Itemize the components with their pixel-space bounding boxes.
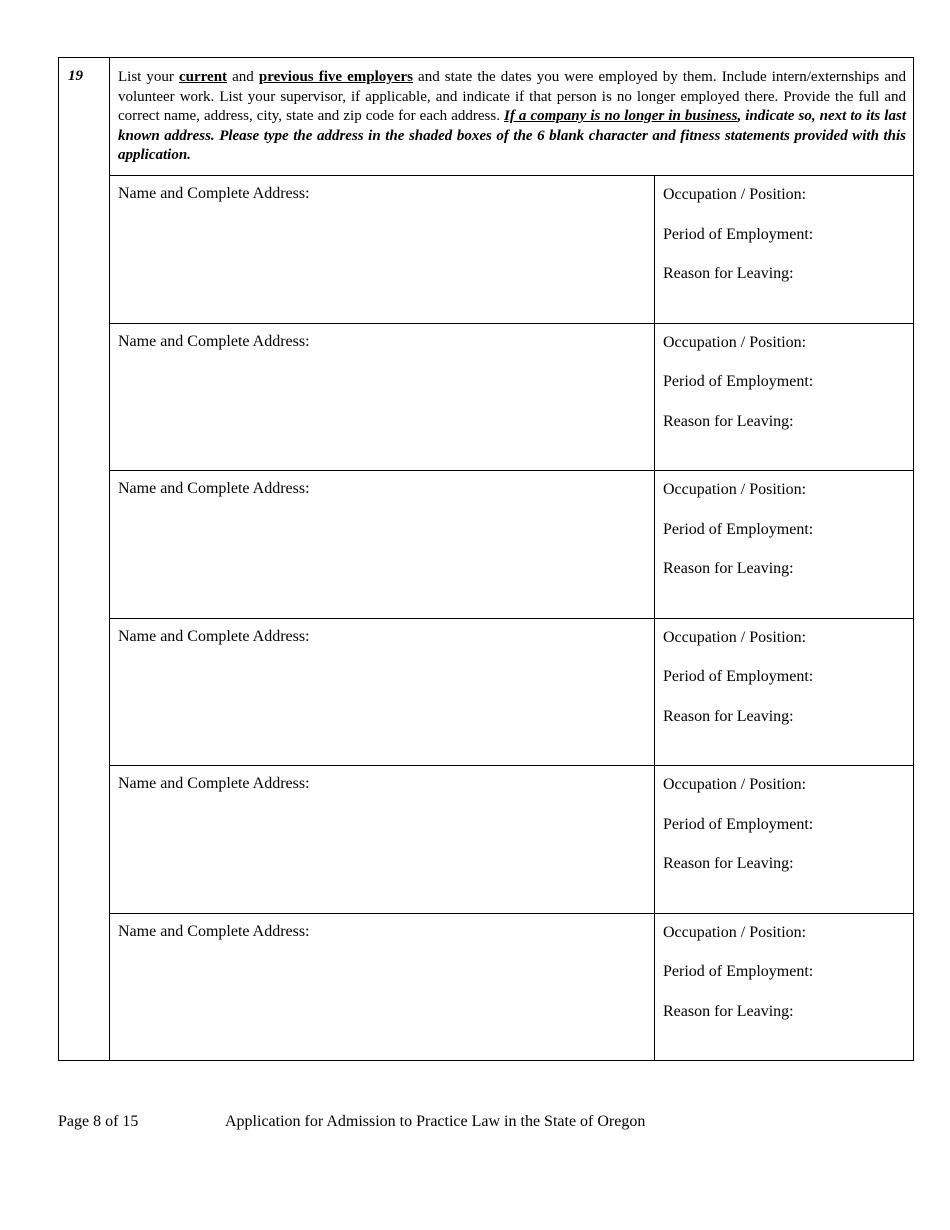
occupation-label: Occupation / Position: — [663, 776, 807, 793]
address-field[interactable] — [110, 471, 655, 618]
address-label: Name and Complete Address: — [118, 627, 310, 645]
period-label: Period of Employment: — [663, 225, 814, 243]
occupation-label: Occupation / Position: — [663, 186, 807, 203]
employer-row — [110, 766, 913, 914]
instruction-previous-emphasis: previous five employers — [258, 69, 413, 85]
period-label: Period of Employment: — [663, 963, 814, 980]
period-label: Period of Employment: — [663, 815, 814, 833]
reason-label: Reason for Leaving: — [663, 265, 794, 282]
address-field[interactable] — [110, 324, 655, 471]
instruction-text: and state the dates you were employed by them. Include intern/externships and volunteer work. List your supervisor, if applicable, and indicate if that person is no longer employed there. Provide the full and correct name, address, city, state and zip code for each address. — [118, 69, 906, 125]
reason-label: Reason for Leaving: — [663, 855, 794, 872]
document-title: Application for Admission to Practice Law in the State of Oregon — [225, 1113, 646, 1130]
instruction-current-emphasis: current — [179, 69, 228, 85]
address-label: Name and Complete Address: — [118, 775, 310, 792]
occupation-label: Occupation / Position: — [663, 628, 807, 646]
employment-details[interactable] — [655, 471, 913, 618]
employer-row — [110, 471, 913, 619]
address-field[interactable] — [110, 176, 655, 323]
employer-row — [110, 324, 913, 472]
occupation-label: Occupation / Position: — [663, 333, 807, 351]
instruction-shaded-boxes-note: , indicate so, next to its last known address. Please type the address in the shaded boxes of the 6 blank character and fitness statements provided with this application. — [118, 108, 906, 164]
occupation-label: Occupation / Position: — [663, 923, 807, 941]
employment-history-table — [58, 57, 914, 1061]
address-field[interactable] — [110, 766, 655, 913]
instruction-text: and — [227, 69, 259, 85]
employment-details[interactable] — [655, 176, 913, 323]
employer-rows — [110, 176, 913, 1061]
employment-details[interactable] — [655, 766, 913, 913]
address-field[interactable] — [110, 914, 655, 1062]
reason-label: Reason for Leaving: — [663, 707, 794, 725]
employer-row — [110, 176, 913, 324]
address-label: Name and Complete Address: — [118, 922, 310, 940]
instruction-company-note: If a company is no longer in business — [504, 108, 738, 125]
employment-details[interactable] — [655, 619, 913, 766]
instruction-text: List your — [118, 69, 180, 85]
question-instructions — [110, 58, 913, 176]
reason-label: Reason for Leaving: — [663, 412, 794, 430]
reason-label: Reason for Leaving: — [663, 560, 794, 577]
page-number: Page 8 of 15 — [58, 1113, 139, 1130]
address-label: Name and Complete Address: — [118, 332, 310, 350]
employer-row — [110, 619, 913, 767]
employer-row — [110, 914, 913, 1062]
address-field[interactable] — [110, 619, 655, 766]
period-label: Period of Employment: — [663, 520, 814, 538]
question-number: 19 — [68, 68, 83, 84]
reason-label: Reason for Leaving: — [663, 1002, 794, 1020]
period-label: Period of Employment: — [663, 373, 814, 390]
employment-details[interactable] — [655, 324, 913, 471]
employment-details[interactable] — [655, 914, 913, 1062]
occupation-label: Occupation / Position: — [663, 481, 807, 498]
address-label: Name and Complete Address: — [118, 185, 310, 202]
period-label: Period of Employment: — [663, 668, 814, 685]
question-number-column — [59, 58, 110, 1060]
address-label: Name and Complete Address: — [118, 480, 310, 497]
